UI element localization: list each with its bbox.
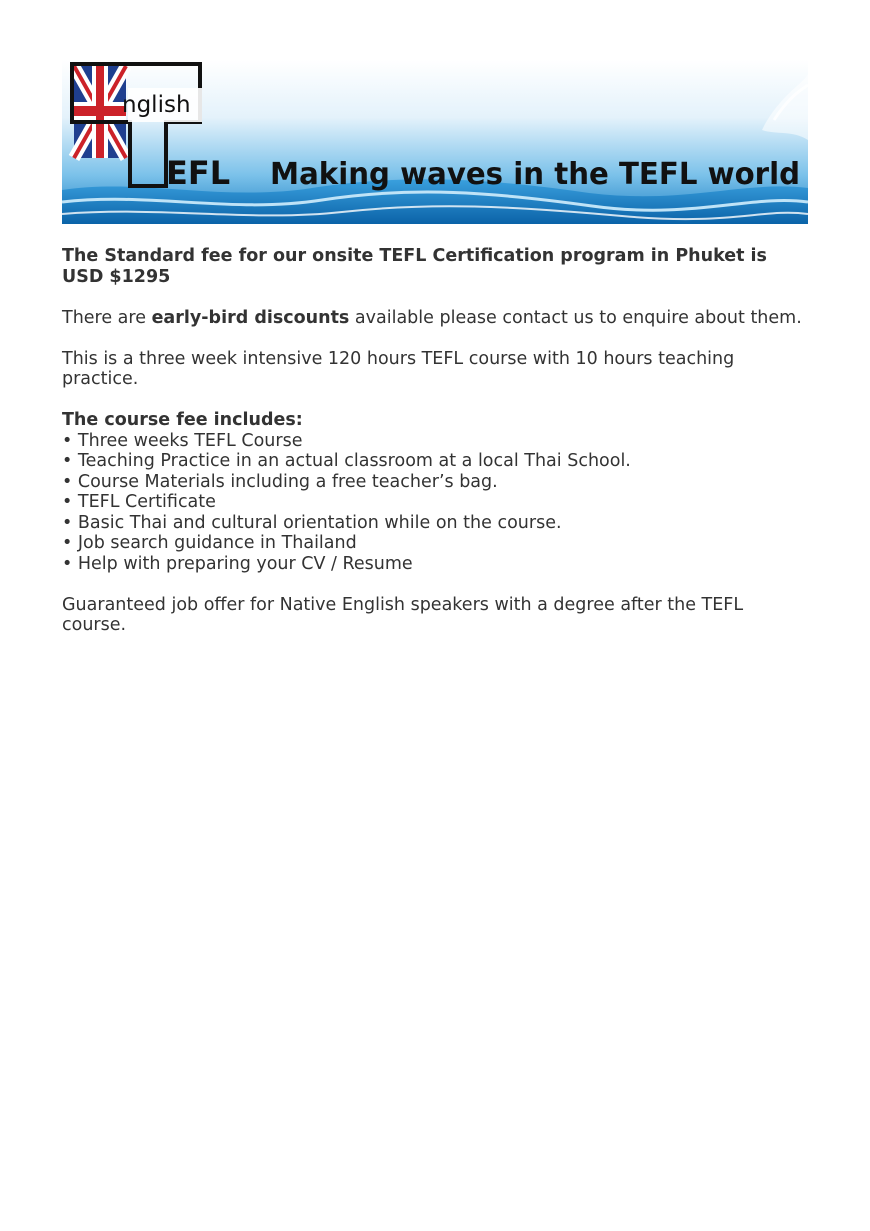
list-item: • Job search guidance in Thailand (62, 533, 357, 553)
logo-text-nglish: nglish (122, 92, 191, 118)
logo-text-efl: EFL (166, 154, 231, 192)
fee-heading: The Standard fee for our onsite TEFL Certification program in Phuket is USD $1295 (62, 246, 767, 287)
list-item: • Help with preparing your CV / Resume (62, 553, 413, 574)
banner-tagline: Making waves in the TEFL world (270, 157, 800, 192)
includes-heading: The course fee includes: (62, 410, 303, 430)
english-tefl-banner (62, 60, 808, 224)
main-content (62, 246, 812, 636)
list-item: • Teaching Practice in an actual classroom at a local Thai School. (62, 451, 631, 471)
banner-graphic (62, 60, 808, 224)
includes-list (62, 431, 812, 575)
discount-bold: early-bird discounts (151, 307, 350, 328)
discount-paragraph (62, 308, 812, 329)
list-item: • Basic Thai and cultural orientation while on the course. (62, 512, 562, 533)
guarantee-paragraph: Guaranteed job offer for Native English speakers with a degree after the TEFL course. (62, 594, 744, 635)
discount-suffix: available please contact us to enquire about them. (349, 307, 802, 328)
list-item: • TEFL Certificate (62, 492, 216, 512)
course-description: This is a three week intensive 120 hours TEFL course with 10 hours teaching practice. (62, 348, 735, 389)
discount-prefix: There are (62, 307, 152, 328)
union-jack-flag-icon (74, 66, 126, 158)
list-item: • Three weeks TEFL Course (62, 430, 303, 451)
list-item: • Course Materials including a free teacher’s bag. (62, 471, 498, 492)
